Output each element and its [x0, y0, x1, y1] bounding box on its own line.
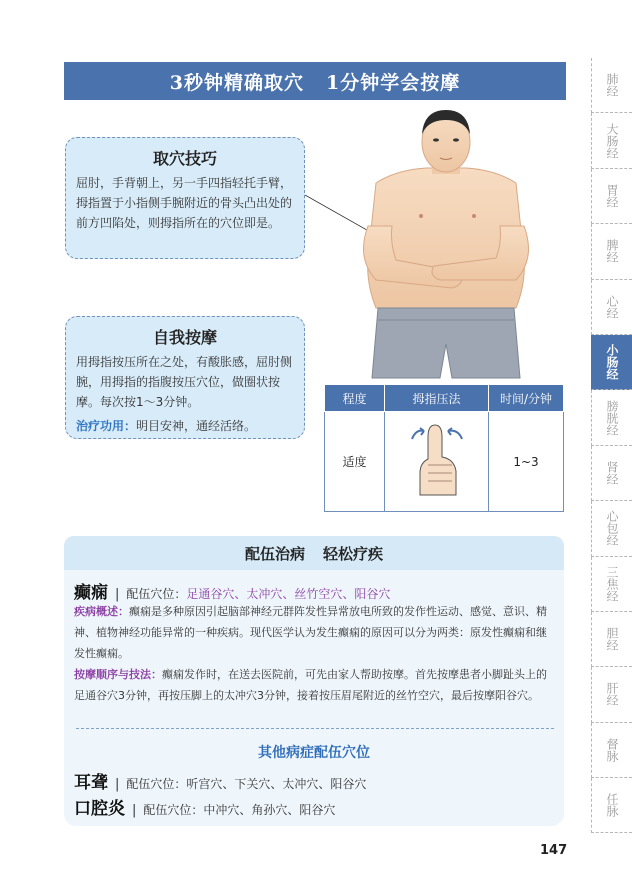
treatment-effect-text: 明目安神，通经活络。: [136, 419, 257, 433]
other-disease-label: 配伍穴位：: [143, 803, 204, 817]
sidebar-item-label: 小肠经: [605, 344, 619, 381]
table-cell-degree: 适度: [325, 412, 385, 512]
massage-method: [74, 664, 556, 706]
disease-overview-label: 疾病概述：: [74, 605, 129, 618]
other-disease-row: [74, 794, 335, 819]
sidebar-item-label: 督脉: [605, 737, 619, 762]
table-header-thumb-press: 拇指压法: [385, 385, 489, 412]
massage-method-table: [324, 384, 564, 512]
sidebar-item-label: 大肠经: [605, 122, 619, 159]
sidebar-item-label: 肝经: [605, 682, 619, 707]
sidebar-item-stomach[interactable]: [591, 169, 632, 224]
disease-overview-text: 癫痫是多种原因引起脑部神经元群阵发性异常放电所致的发作性运动、感觉、意识、精神、植物神经功能异常的一种疾病。现代医学认为发生癫痫的原因可以分为两类：原发性癫痫和继发性癫痫。: [74, 605, 547, 660]
separator: |: [132, 803, 137, 818]
page-number: 147: [540, 843, 568, 858]
other-disease-row: [74, 768, 366, 793]
section-title-part-2: 轻松疗疾: [323, 544, 384, 563]
acupoint-tip-text: 屈肘，手背朝上，另一手四指轻托手臂，拇指置于小指侧手腕附近的骨头凸出处的前方凹陷处，则拇指所在的穴位即是。: [76, 176, 293, 230]
other-disease-points: 听宫穴、下关穴、太冲穴、阳谷穴: [186, 777, 367, 791]
sidebar-item-gallbladder[interactable]: [591, 612, 632, 667]
sidebar-item-conception-vessel[interactable]: [591, 778, 632, 833]
human-figure: [356, 108, 536, 388]
sidebar-item-governor-vessel[interactable]: [591, 723, 632, 778]
sidebar-item-label: 肺经: [605, 73, 619, 98]
self-massage-text: 用拇指按压所在之处，有酸胀感，屈肘侧腕，用拇指的指腹按压穴位，做圈状按摩。每次按1～3分钟。: [76, 355, 293, 409]
thumb-press-hand-icon: [402, 417, 472, 503]
sidebar-item-label: 任脉: [605, 793, 619, 818]
other-disease-name: 口腔炎: [74, 799, 125, 819]
section-title-part-1: 配伍治病: [244, 544, 305, 563]
combo-points: 足通谷穴、太冲穴、丝竹空穴、阳谷穴: [186, 587, 391, 601]
other-disease-name: 耳聋: [74, 773, 108, 793]
other-disease-points: 中冲穴、角孙穴、阳谷穴: [203, 803, 336, 817]
table-cell-thumb-press-illustration: [385, 412, 489, 512]
sidebar-item-kidney[interactable]: [591, 446, 632, 501]
table-header-degree: 程度: [325, 385, 385, 412]
sidebar-item-label: 心经: [605, 294, 619, 319]
sidebar-item-heart[interactable]: [591, 280, 632, 335]
combination-section-header: [64, 536, 564, 570]
combo-label: 配伍穴位：: [126, 587, 187, 601]
page-title-part-1: 3秒钟精确取穴: [169, 71, 304, 94]
sidebar-item-label: 胃经: [605, 183, 619, 208]
sidebar-item-label: 心包经: [605, 510, 619, 547]
sidebar-item-label: 膀胱经: [605, 399, 619, 436]
self-massage-heading: 自我按摩: [152, 328, 217, 347]
sidebar-item-pericardium[interactable]: [591, 501, 632, 556]
table-header-time: 时间/分钟: [489, 385, 564, 412]
sidebar-item-spleen[interactable]: [591, 224, 632, 279]
sidebar-item-label: 肾经: [605, 460, 619, 485]
other-disease-label: 配伍穴位：: [126, 777, 187, 791]
sidebar-item-label: 胆经: [605, 627, 619, 652]
other-diseases-title: 其他病症配伍穴位: [258, 745, 370, 761]
sidebar-item-lung[interactable]: [591, 58, 632, 113]
meridian-sidebar: [591, 58, 632, 834]
page-title-part-2: 1分钟学会按摩: [326, 71, 461, 94]
separator: |: [115, 587, 120, 602]
acupoint-tip-heading: 取穴技巧: [152, 149, 217, 168]
sidebar-item-bladder[interactable]: [591, 390, 632, 445]
sidebar-item-liver[interactable]: [591, 667, 632, 722]
disease-overview: [74, 601, 556, 664]
sidebar-item-label: 三焦经: [605, 565, 619, 602]
sidebar-item-triple-burner[interactable]: [591, 557, 632, 612]
massage-method-text: 癫痫发作时，在送去医院前，可先由家人帮助按摩。首先按摩患者小脚趾头上的足通谷穴3分钟，再按压脚上的太冲穴3分钟，接着按压眉尾附近的丝竹空穴，最后按摩阳谷穴。: [74, 668, 547, 702]
separator: |: [115, 777, 120, 792]
main-disease-row: [74, 578, 390, 603]
sidebar-item-small-intestine[interactable]: [591, 335, 632, 390]
sidebar-item-label: 脾经: [605, 239, 619, 264]
table-cell-time: 1~3: [489, 412, 564, 512]
sidebar-item-large-intestine[interactable]: [591, 113, 632, 168]
treatment-effect-label: 治疗功用：: [76, 419, 137, 433]
main-disease-name: 癫痫: [74, 583, 108, 603]
divider: [76, 728, 554, 729]
massage-method-label: 按摩顺序与技法：: [74, 668, 162, 681]
